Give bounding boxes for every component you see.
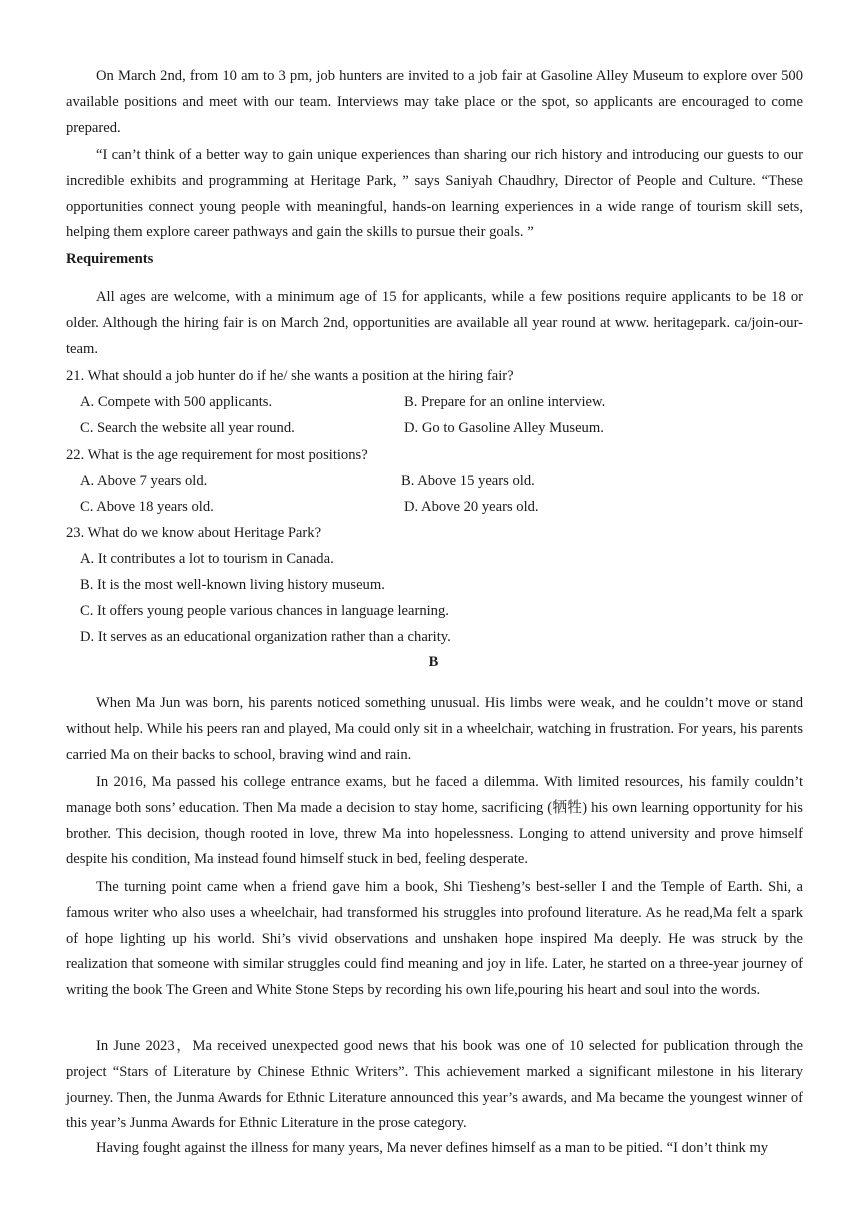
passage-b-paragraph-4: In June 2023，Ma received unexpected good news that his book was one of 10 selected for publication through the project “Stars of Literature by Chinese Ethnic Writers”. This achievement marked a significant milestone in his literary journey. Then, the Junma Awards for Ethnic Literature announced this year’s awards, and Ma became the youngest winner of this year’s Junma Awards for Ethnic Literature in the prose category. — [66, 1038, 803, 1132]
requirements-paragraph: All ages are welcome, with a minimum age of 15 for applicants, while a few positions require applicants to be 18 or older. Although the hiring fair is on March 2nd, opportunities are available all year round at www. heritagepark. ca/join-our-team. — [66, 289, 803, 357]
question-21-option-c: C. Search the website all year round. — [80, 420, 295, 436]
question-22-option-c: C. Above 18 years old. — [80, 499, 214, 515]
passage-b-paragraph-1: When Ma Jun was born, his parents noticed something unusual. His limbs were weak, and he couldn’t move or stand without help. While his peers ran and played, Ma could only sit in a wheelchair, watching in frustration. For years, his parents carried Ma on their backs to school, braving wind and rain. — [66, 695, 803, 763]
question-23-option-d: D. It serves as an educational organization rather than a charity. — [80, 629, 451, 645]
question-21-option-b: B. Prepare for an online interview. — [404, 394, 606, 410]
passage-b-label: B — [428, 654, 439, 670]
requirements-heading: Requirements — [66, 251, 154, 267]
passage-b-paragraph-3: The turning point came when a friend gave him a book, Shi Tiesheng’s best-seller I and the Temple of Earth. Shi, a famous writer who also uses a wheelchair, had transformed his struggles into profound literature. As he read,Ma felt a spark of hope lighting up his world. Shi’s vivid observations and unshaken hope inspired Ma deeply. He was struck by the realization that someone with similar struggles could find meaning and joy in life. Later, he started on a three-year journey of writing the book The Green and White Stone Steps by recording his own life,pouring his heart and soul into the words. — [66, 879, 803, 999]
question-23-stem: 23. What do we know about Heritage Park? — [66, 525, 322, 541]
question-23-option-b: B. It is the most well-known living history museum. — [80, 577, 385, 593]
question-23-option-a: A. It contributes a lot to tourism in Canada. — [80, 551, 334, 567]
passage-a-paragraph-2: “I can’t think of a better way to gain unique experiences than sharing our rich history and introducing our guests to our incredible exhibits and programming at Heritage Park, ” says Saniyah Chaudhry, Director of People and Culture. “These opportunities connect young people with meaningful, hands-on learning experiences in a wide range of tourism skill sets, helping them explore career pathways and gain the skills to pursue their goals. ” — [66, 147, 803, 241]
question-22-stem: 22. What is the age requirement for most positions? — [66, 447, 368, 463]
passage-b-paragraph-2: In 2016, Ma passed his college entrance exams, but he faced a dilemma. With limited resources, his family couldn’t manage both sons’ education. Then Ma made a decision to stay home, sacrificing (牺牲) his own learning opportunity for his brother. This decision, though rooted in love, threw Ma into hopelessness. Longing to attend university and prove himself despite his condition, Ma instead found himself stuck in bed, feeling desperate. — [66, 774, 803, 868]
question-22-option-b: B. Above 15 years old. — [401, 473, 535, 489]
question-21-option-d: D. Go to Gasoline Alley Museum. — [404, 420, 604, 436]
question-22-option-a: A. Above 7 years old. — [80, 473, 208, 489]
passage-b-paragraph-5: Having fought against the illness for many years, Ma never defines himself as a man to be pitied. “I don’t think my — [96, 1140, 769, 1156]
question-21-stem: 21. What should a job hunter do if he/ she wants a position at the hiring fair? — [66, 368, 514, 384]
passage-a-paragraph-1: On March 2nd, from 10 am to 3 pm, job hunters are invited to a job fair at Gasoline Alley Museum to explore over 500 available positions and meet with our team. Interviews may take place or the spot, so applicants are encouraged to come prepared. — [66, 68, 803, 136]
question-22-option-d: D. Above 20 years old. — [404, 499, 539, 515]
question-23-option-c: C. It offers young people various chances in language learning. — [80, 603, 449, 619]
question-21-option-a: A. Compete with 500 applicants. — [80, 394, 273, 410]
